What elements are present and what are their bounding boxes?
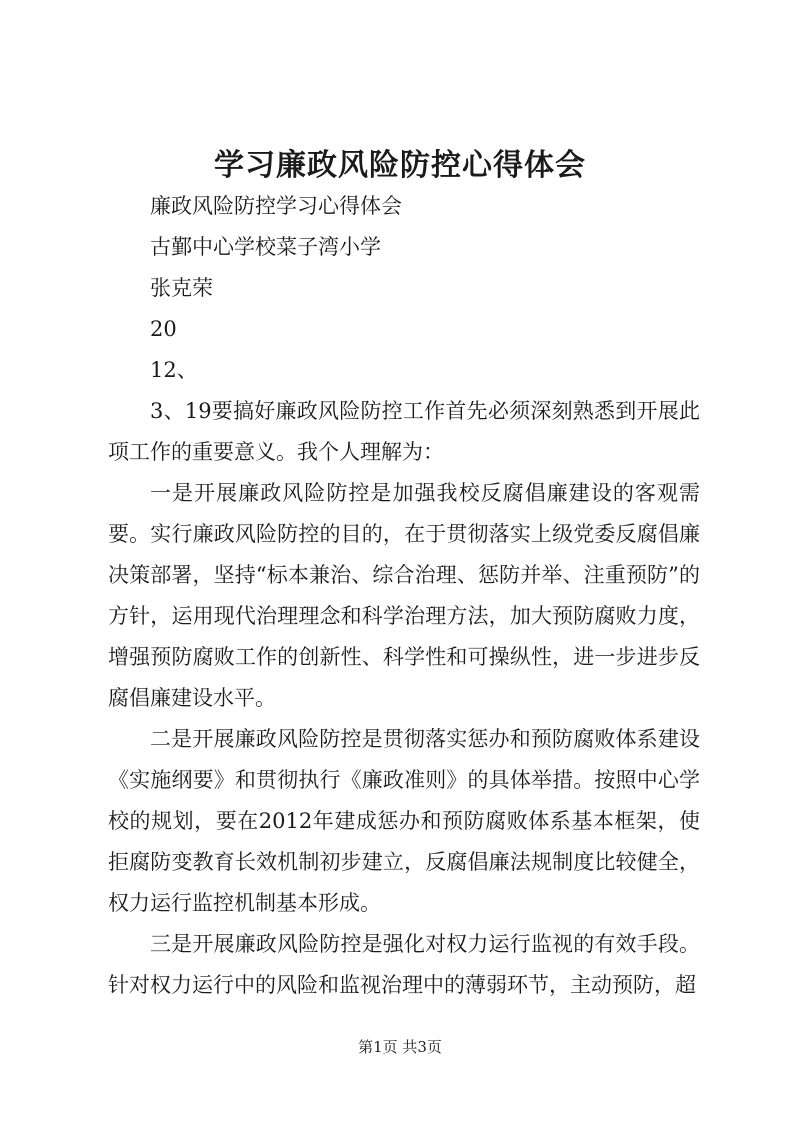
document-title: 学习廉政风险防控心得体会 bbox=[214, 148, 586, 183]
header-line-month: 12、 bbox=[150, 358, 198, 382]
paragraph-point-two: 二是开展廉政风险防控是贯彻落实惩办和预防腐败体系建设《实施纲要》和贯彻执行《廉政准则》的具体举措。按照中心学校的规划，要在2012年建成惩办和预防腐败体系基本框架，使拒腐防变教育长效机制初步建立，反腐倡廉法规制度比较健全，权力运行监控机制基本形成。 bbox=[108, 727, 700, 915]
header-line-school: 古鄞中心学校菜子湾小学 bbox=[150, 235, 381, 259]
header-line-subtitle: 廉政风险防控学习心得体会 bbox=[150, 194, 402, 218]
paragraph-point-three: 三是开展廉政风险防控是强化对权力运行监视的有效手段。针对权力运行中的风险和监视治理中的薄弱环节，主动预防，超 bbox=[108, 932, 700, 997]
page-footer: 第1页 共3页 bbox=[358, 1038, 442, 1056]
paragraph-intro: 3、19要搞好廉政风险防控工作首先必须深刻熟悉到开展此项工作的重要意义。我个人理解为： bbox=[108, 399, 700, 464]
document-body bbox=[108, 186, 700, 1006]
paragraph-point-one: 一是开展廉政风险防控是加强我校反腐倡廉建设的客观需要。实行廉政风险防控的目的，在于贯彻落实上级党委反腐倡廉决策部署，坚持“标本兼治、综合治理、惩防并举、注重预防”的方针，运用现代治理理念和科学治理方法，加大预防腐败力度，增强预防腐败工作的创新性、科学性和可操纵性，进一步进步反腐倡廉建设水平。 bbox=[108, 481, 700, 710]
header-line-author: 张克荣 bbox=[150, 276, 213, 300]
header-line-year: 20 bbox=[150, 317, 177, 341]
